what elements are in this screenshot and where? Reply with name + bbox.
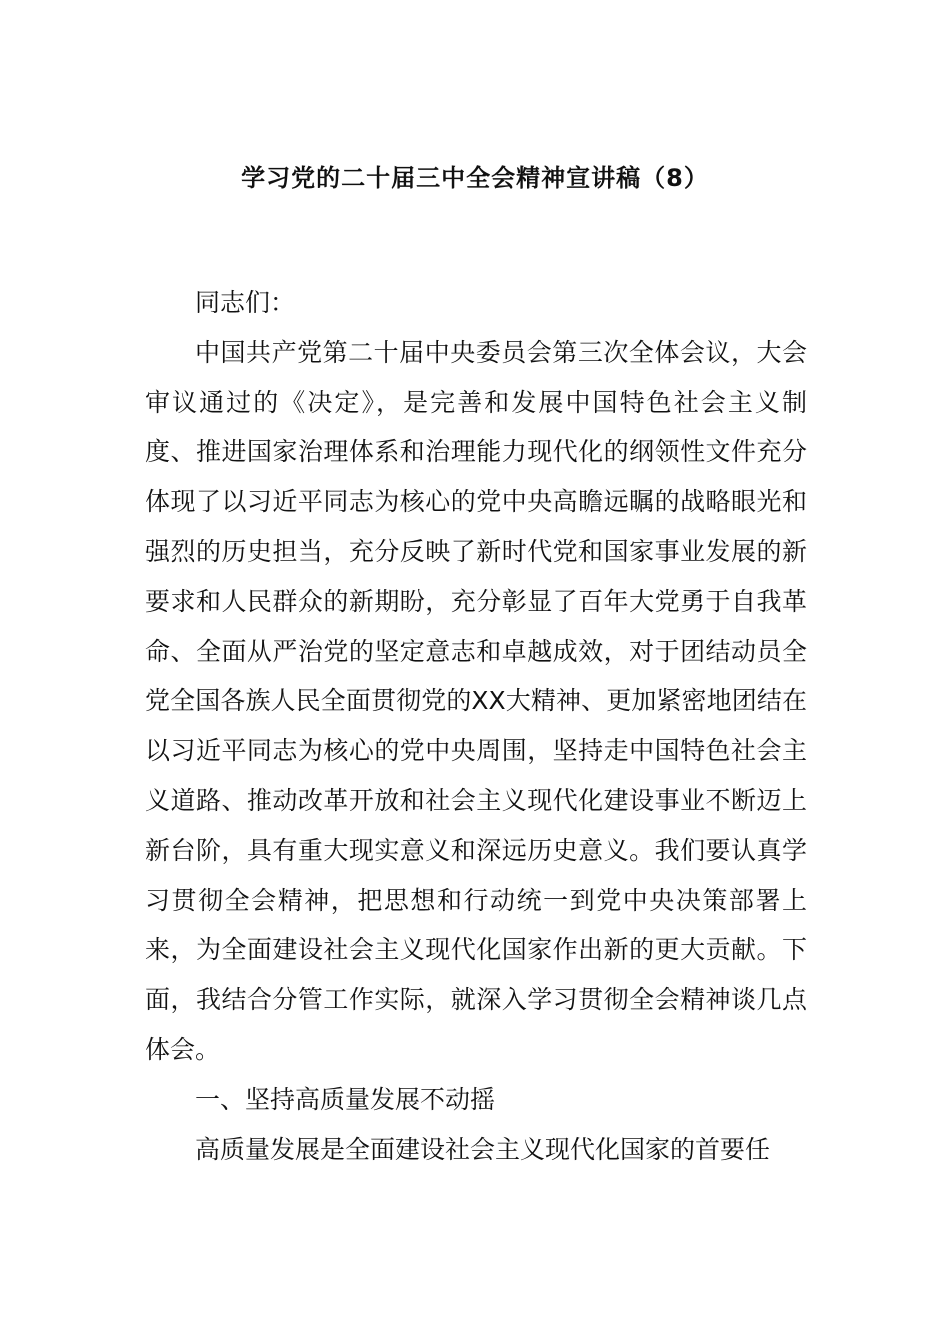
section-1-paragraph: 高质量发展是全面建设社会主义现代化国家的首要任 <box>195 1134 771 1164</box>
intro-paragraph: 中国共产党第二十届中央委员会第三次全体会议，大会审议通过的《决定》，是完善和发展中国特色社会主义制度、推进国家治理体系和治理能力现代化的纲领性文件充分体现了以习近平同志为核心的党中央高瞻远瞩的战略眼光和强烈的历史担当，充分反映了新时代党和国家事业发展的新要求和人民群众的新期盼，充分彰显了百年大党勇于自我革命、全面从严治党的坚定意志和卓越成效，对于团结动员全党全国各族人民全面贯彻党的XX大精神、更加紧密地团结在以习近平同志为核心的党中央周围，坚持走中国特色社会主义道路、推动改革开放和社会主义现代化建设事业不断迈上新台阶，具有重大现实意义和深远历史意义。我们要认真学习贯彻全会精神，把思想和行动统一到党中央决策部署上来，为全面建设社会主义现代化国家作出新的更大贡献。下面，我结合分管工作实际，就深入学习贯彻全会精神谈几点体会。 <box>145 337 807 1064</box>
document-title: 学习党的二十届三中全会精神宣讲稿（8） <box>241 164 709 192</box>
section-heading-1: 一、坚持高质量发展不动摇 <box>195 1084 496 1114</box>
salutation-paragraph: 同志们： <box>195 288 296 317</box>
document-body <box>145 278 807 1174</box>
